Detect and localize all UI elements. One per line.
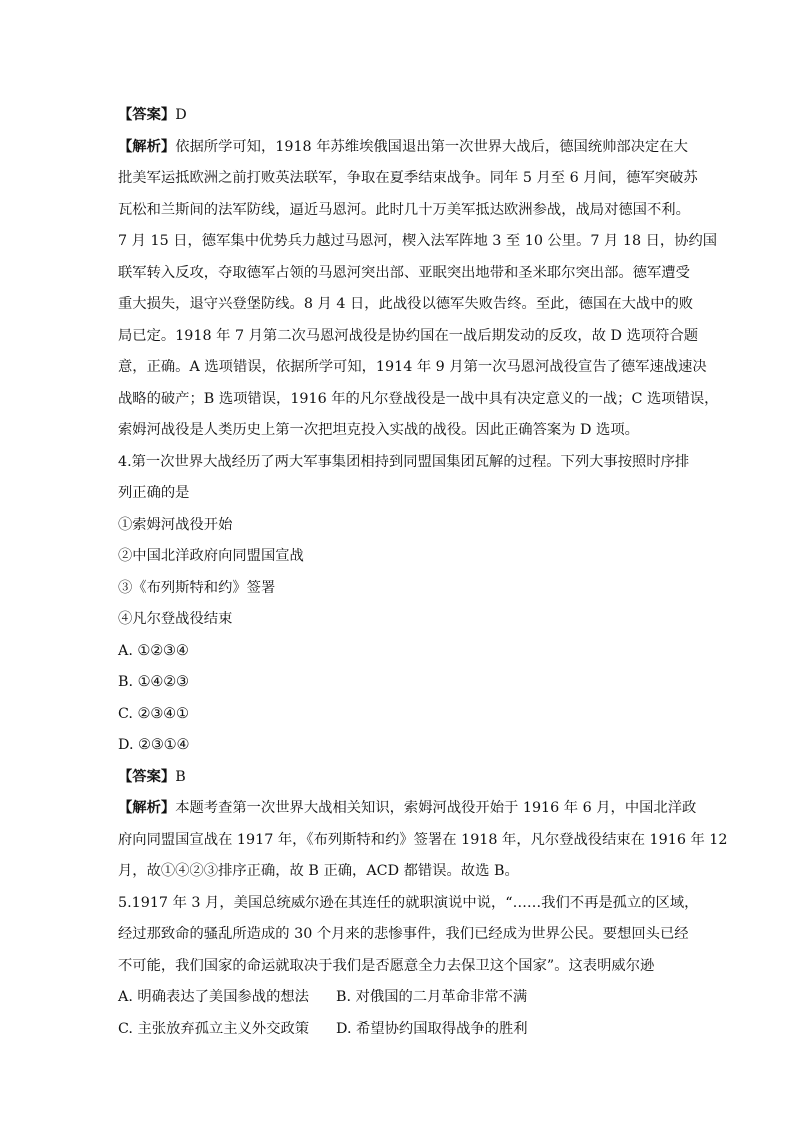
q3-analysis-line: 局已定。1918 年 7 月第二次马恩河战役是协约国在一战后期发动的反攻，故 D 选项符合题 (118, 327, 699, 344)
q3-analysis-line: 7 月 15 日，德军集中优势兵力越过马恩河，楔入法军阵地 3 至 10 公里。7 月 18 日，协约国 (118, 233, 718, 249)
answer-value: D (175, 107, 187, 123)
answer-label: 【答案】 (118, 768, 176, 785)
q3-analysis-line: 索姆河战役是人类历史上第一次把坦克投入实战的战役。因此正确答案为 D 选项。 (118, 422, 639, 438)
q5-stem-line: 经过那致命的骚乱所造成的 30 个月来的悲惨事件，我们已经成为世界公民。要想回头已经 (118, 926, 689, 942)
q4-option-c: C. ②③④① (118, 705, 189, 722)
q3-analysis-line: 意，正确。A 选项错误，依据所学可知，1914 年 9 月第一次马恩河战役宣告了德军速战速决 (118, 359, 707, 375)
q4-event-item: ②中国北洋政府向同盟国宣战 (118, 548, 304, 564)
q3-analysis-line: 联军转入反攻，夺取德军占领的马恩河突出部、亚眠突出地带和圣米耶尔突出部。德军遭受 (118, 264, 690, 281)
q3-analysis-line: 瓦松和兰斯间的法军防线，逼近马恩河。此时几十万美军抵达欧洲参战，战局对德国不利。 (118, 201, 690, 218)
q4-option-d: D. ②③①④ (118, 737, 190, 753)
q3-answer-line (118, 100, 678, 132)
q4-analysis-line: 府向同盟国宣战在 1917 年，《布列斯特和约》签署在 1918 年，凡尔登战役结束在 1916 年 12 (118, 831, 728, 848)
q4-option-b: B. ①④②③ (118, 674, 189, 690)
q3-analysis-line: 重大损失，退守兴登堡防线。8 月 4 日，此战役以德军失败告终。至此，德国在大战中的败 (118, 296, 694, 312)
document-page (118, 100, 728, 1045)
q4-answer-line (118, 762, 678, 794)
q5-option-c: C. 主张放弃孤立主义外交政策 (118, 1020, 310, 1037)
q4-analysis-line: 月，故①④②③排序正确，故 B 正确，ACD 都错误。故选 B。 (118, 863, 519, 879)
q3-analysis-line: 战略的破产；B 选项错误，1916 年的凡尔登战役是一战中具有决定意义的一战；C 选项错误， (118, 390, 719, 407)
answer-label: 【答案】 (118, 107, 176, 123)
q3-analysis-line: 批美军运抵欧洲之前打败英法联军，争取在夏季结束战争。同年 5 月至 6 月间，德军突破苏 (118, 170, 698, 186)
q5-option-a: A. 明确表达了美国参战的想法 (118, 989, 309, 1005)
q4-event-item: ①索姆河战役开始 (118, 516, 233, 533)
q3-analysis-line (118, 132, 688, 164)
q5-stem-line: 5.1917 年 3 月，美国总统威尔逊在其连任的就职演说中说，“……我们不再是孤立的区域， (118, 894, 699, 911)
analysis-label: 【解析】 (118, 138, 176, 155)
answer-value: B (175, 768, 186, 785)
q5-option-d: D. 希望协约国取得战争的胜利 (336, 1020, 528, 1037)
q4-option-a: A. ①②③④ (118, 642, 189, 659)
q4-analysis-line (118, 793, 697, 825)
q4-event-item: ④凡尔登战役结束 (118, 611, 233, 627)
q4-stem-line: 列正确的是 (118, 485, 190, 501)
analysis-text: 依据所学可知，1918 年苏维埃俄国退出第一次世界大战后，德国统帅部决定在大 (175, 138, 688, 155)
q5-options-row (118, 1014, 678, 1046)
q5-option-b: B. 对俄国的二月革命非常不满 (336, 989, 528, 1005)
q4-event-item: ③《布列斯特和约》签署 (118, 579, 276, 596)
q5-stem-line: 不可能，我们国家的命运就取决于我们是否愿意全力去保卫这个国家”。这表明威尔逊 (118, 957, 655, 974)
analysis-label: 【解析】 (118, 800, 176, 816)
q5-options-row (118, 982, 678, 1014)
analysis-text: 本题考查第一次世界大战相关知识，索姆河战役开始于 1916 年 6 月，中国北洋政 (175, 800, 697, 816)
q4-stem-line: 4.第一次世界大战经历了两大军事集团相持到同盟国集团瓦解的过程。下列大事按照时序排 (118, 453, 690, 470)
